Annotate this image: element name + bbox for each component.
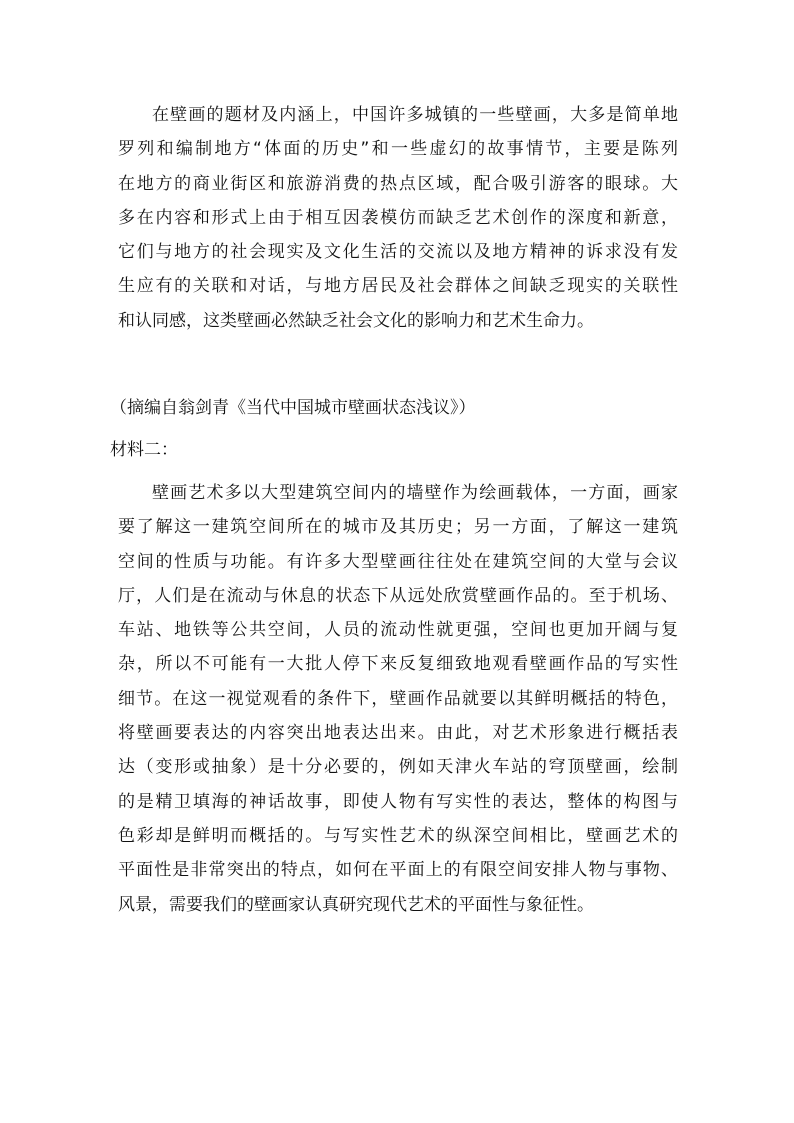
paragraph-1-line: 罗列和编制地方“体面的历史”和一些虚幻的故事情节，主要是陈列 [118, 139, 678, 160]
paragraph-2 [118, 476, 678, 922]
citation: （摘编自翁剑青《当代中国城市壁画状态浅议》） [110, 398, 476, 418]
paragraph-1-line: 生应有的关联和对话，与地方居民及社会群体之间缺乏现实的关联性 [118, 276, 678, 297]
paragraph-2-line: 细节。在这一视觉观看的条件下，壁画作品就要以其鲜明概括的特色， [118, 688, 678, 709]
paragraph-2-line: 车站、地铁等公共空间，人员的流动性就更强，空间也更加开阔与复 [118, 620, 678, 641]
paragraph-2-line: 空间的性质与功能。有许多大型壁画往往处在建筑空间的大堂与会议 [118, 551, 678, 572]
paragraph-1 [118, 98, 678, 338]
paragraph-1-line: 在地方的商业街区和旅游消费的热点区域，配合吸引游客的眼球。大 [118, 173, 678, 194]
paragraph-2-line: 达（变形或抽象）是十分必要的，例如天津火车站的穹顶壁画，绘制 [118, 757, 678, 778]
paragraph-1-line: 它们与地方的社会现实及文化生活的交流以及地方精神的诉求没有发 [118, 242, 678, 263]
paragraph-2-line: 平面性是非常突出的特点，如何在平面上的有限空间安排人物与事物、 [118, 860, 678, 881]
paragraph-2-line: 厅，人们是在流动与休息的状态下从远处欣赏壁画作品的。至于机场、 [118, 585, 678, 606]
paragraph-1-line: 多在内容和形式上由于相互因袭模仿而缺乏艺术创作的深度和新意， [118, 207, 678, 228]
paragraph-2-line: 将壁画要表达的内容突出地表达出来。由此，对艺术形象进行概括表 [118, 723, 678, 744]
paragraph-2-line: 的是精卫填海的神话故事，即使人物有写实性的表达，整体的构图与 [118, 791, 678, 812]
paragraph-1-line: 和认同感，这类壁画必然缺乏社会文化的影响力和艺术生命力。 [118, 310, 594, 331]
paragraph-2-line: 色彩却是鲜明而概括的。与写实性艺术的纵深空间相比，壁画艺术的 [118, 825, 678, 846]
paragraph-2-line: 杂，所以不可能有一大批人停下来反复细致地观看壁画作品的写实性 [118, 654, 678, 675]
paragraph-2-line: 风景，需要我们的壁画家认真研究现代艺术的平面性与象征性。 [118, 894, 594, 915]
paragraph-2-line: 壁画艺术多以大型建筑空间内的墙壁作为绘画载体，一方面，画家 [152, 483, 678, 503]
material-2-heading: 材料二： [110, 440, 178, 460]
paragraph-1-line: 在壁画的题材及内涵上，中国许多城镇的一些壁画，大多是简单地 [152, 105, 678, 125]
paragraph-2-line: 要了解这一建筑空间所在的城市及其历史；另一方面，了解这一建筑 [118, 517, 678, 538]
